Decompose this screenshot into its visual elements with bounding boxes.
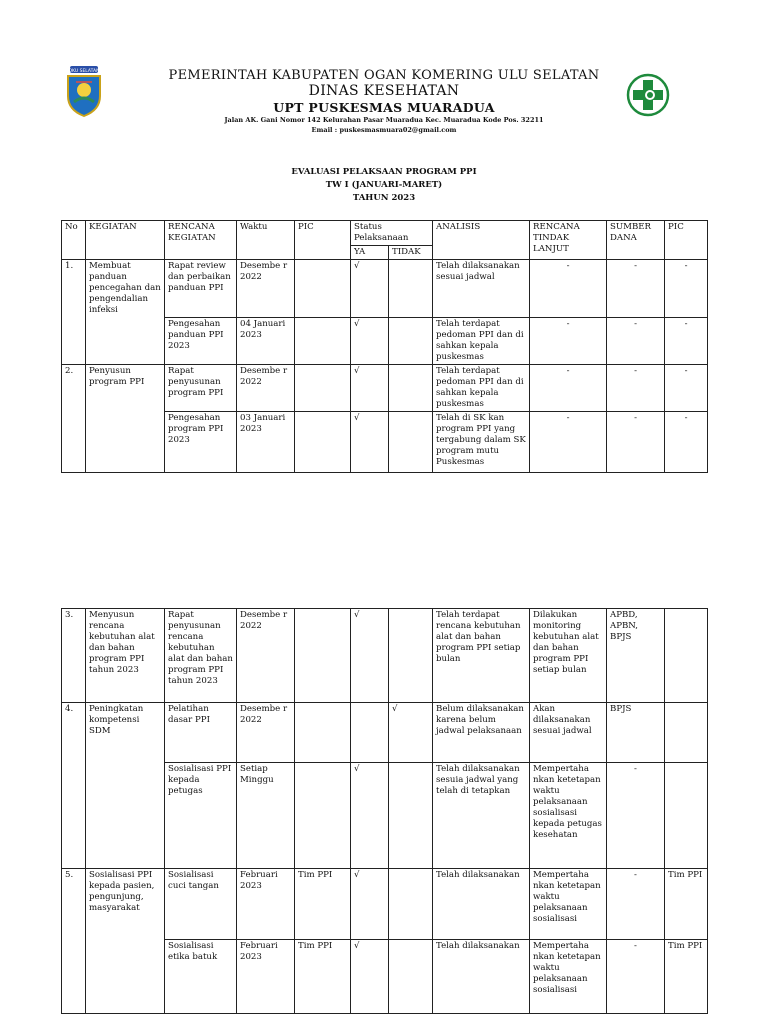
- row-pic: [295, 703, 351, 763]
- row-analisis: Telah dilaksanakan: [433, 940, 530, 1014]
- row-analisis: Telah dilaksanakan: [433, 869, 530, 940]
- header-no: No: [62, 221, 86, 260]
- row-no: 2.: [62, 365, 86, 473]
- row-rencana: Pengesahan panduan PPI 2023: [165, 318, 237, 365]
- emblem-text: OKU SELATAN: [68, 69, 100, 74]
- row-rencana: Pelatihan dasar PPI: [165, 703, 237, 763]
- row-rencana: Sosialisasi cuci tangan: [165, 869, 237, 940]
- row-waktu: Februari 2023: [237, 869, 295, 940]
- table-row: [62, 365, 708, 412]
- row-pic-2: -: [665, 318, 708, 365]
- row-rtl: -: [530, 365, 607, 412]
- header-puskesmas: UPT PUSKESMAS MUARADUA: [273, 100, 495, 115]
- row-ya: √: [351, 869, 389, 940]
- row-tidak: [389, 260, 433, 318]
- header-kegiatan: KEGIATAN: [86, 221, 165, 260]
- table-row: [62, 260, 708, 318]
- row-pic-2: -: [665, 365, 708, 412]
- row-ya: [351, 703, 389, 763]
- header-rencana-tindak-lanjut: RENCANA TINDAK LANJUT: [530, 221, 607, 260]
- row-pic-2: [665, 703, 708, 763]
- row-no: 4.: [62, 703, 86, 869]
- row-rtl: Dilakukan monitoring kebutuhan alat dan bahan program PPI setiap bulan: [530, 609, 607, 703]
- header-email: Email : puskesmasmuara02@gmail.com: [311, 126, 457, 134]
- row-rencana: Rapat review dan perbaikan panduan PPI: [165, 260, 237, 318]
- evaluation-table-1: [61, 220, 708, 473]
- row-ya: √: [351, 412, 389, 473]
- header-government: PEMERINTAH KABUPATEN OGAN KOMERING ULU SELATAN: [168, 68, 600, 83]
- row-pic-2: Tim PPI: [665, 869, 708, 940]
- row-analisis: Telah dilaksanakan sesuia jadwal yang telah di tetapkan: [433, 763, 530, 869]
- row-dana: -: [607, 260, 665, 318]
- row-ya: √: [351, 609, 389, 703]
- row-waktu: 03 Januari 2023: [237, 412, 295, 473]
- header-department: DINAS KESEHATAN: [308, 83, 460, 99]
- row-rtl: -: [530, 412, 607, 473]
- row-tidak: [389, 869, 433, 940]
- row-tidak: [389, 412, 433, 473]
- row-no: 3.: [62, 609, 86, 703]
- header-pic: PIC: [295, 221, 351, 260]
- row-rencana: Pengesahan program PPI 2023: [165, 412, 237, 473]
- table-row: [62, 869, 708, 940]
- row-ya: √: [351, 365, 389, 412]
- row-rtl: -: [530, 260, 607, 318]
- row-pic: [295, 318, 351, 365]
- doc-title: EVALUASI PELAKSAAN PROGRAM PPI: [291, 167, 477, 177]
- table-header-row: [62, 221, 708, 246]
- row-ya: √: [351, 763, 389, 869]
- row-ya: √: [351, 318, 389, 365]
- row-waktu: Desembe r 2022: [237, 703, 295, 763]
- row-tidak: √: [389, 703, 433, 763]
- header-rencana-kegiatan: RENCANA KEGIATAN: [165, 221, 237, 260]
- row-rencana: Sosialisasi PPI kepada petugas: [165, 763, 237, 869]
- header-tidak: TIDAK: [389, 246, 433, 260]
- row-kegiatan: Sosialisasi PPI kepada pasien, pengunjung, masyarakat: [86, 869, 165, 1014]
- row-waktu: Desembe r 2022: [237, 609, 295, 703]
- row-waktu: Februari 2023: [237, 940, 295, 1014]
- header-analisis: ANALISIS: [433, 221, 530, 260]
- row-dana: APBD, APBN, BPJS: [607, 609, 665, 703]
- row-pic-2: [665, 609, 708, 703]
- row-analisis: Telah terdapat pedoman PPI dan di sahkan kepala puskesmas: [433, 318, 530, 365]
- row-analisis: Telah dilaksanakan sesuai jadwal: [433, 260, 530, 318]
- doc-subtitle: TW I (JANUARI-MARET): [325, 180, 443, 190]
- table-row: [62, 703, 708, 763]
- row-pic: [295, 412, 351, 473]
- header-address: Jalan AK. Gani Nomor 142 Kelurahan Pasar Muaradua Kec. Muaradua Kode Pos. 32211: [224, 116, 544, 124]
- row-tidak: [389, 940, 433, 1014]
- row-dana: -: [607, 412, 665, 473]
- row-dana: BPJS: [607, 703, 665, 763]
- table-row: [62, 609, 708, 703]
- row-tidak: [389, 318, 433, 365]
- row-waktu: 04 Januari 2023: [237, 318, 295, 365]
- row-pic: [295, 609, 351, 703]
- row-pic: [295, 763, 351, 869]
- row-dana: -: [607, 318, 665, 365]
- row-pic-2: [665, 763, 708, 869]
- row-analisis: Telah terdapat rencana kebutuhan alat dan bahan program PPI setiap bulan: [433, 609, 530, 703]
- row-rtl: -: [530, 318, 607, 365]
- doc-year: TAHUN 2023: [352, 193, 416, 203]
- row-dana: -: [607, 365, 665, 412]
- row-rtl: Mempertaha nkan ketetapan waktu pelaksanaan sosialisasi: [530, 940, 607, 1014]
- row-tidak: [389, 609, 433, 703]
- row-pic: [295, 260, 351, 318]
- row-kegiatan: Penyusun program PPI: [86, 365, 165, 473]
- row-dana: -: [607, 869, 665, 940]
- row-analisis: Telah terdapat pedoman PPI dan di sahkan kepala puskesmas: [433, 365, 530, 412]
- row-dana: -: [607, 940, 665, 1014]
- row-rencana: Sosialisasi etika batuk: [165, 940, 237, 1014]
- row-waktu: Desembe r 2022: [237, 260, 295, 318]
- row-tidak: [389, 365, 433, 412]
- row-rencana: Rapat penyusunan program PPI: [165, 365, 237, 412]
- row-ya: √: [351, 260, 389, 318]
- row-kegiatan: Peningkatan kompetensi SDM: [86, 703, 165, 869]
- evaluation-table-2: [61, 608, 708, 1014]
- header-ya: YA: [351, 246, 389, 260]
- header-pic-2: PIC: [665, 221, 708, 260]
- row-pic: [295, 365, 351, 412]
- row-pic: Tim PPI: [295, 940, 351, 1014]
- row-rtl: Akan dilaksanakan sesuai jadwal: [530, 703, 607, 763]
- header-status: Status Pelaksanaan: [351, 221, 433, 246]
- row-waktu: Setiap Minggu: [237, 763, 295, 869]
- row-ya: √: [351, 940, 389, 1014]
- row-pic: Tim PPI: [295, 869, 351, 940]
- row-rtl: Mempertaha nkan ketetapan waktu pelaksanaan sosialisasi kepada petugas kesehatan: [530, 763, 607, 869]
- row-tidak: [389, 763, 433, 869]
- row-no: 1.: [62, 260, 86, 365]
- row-rtl: Mempertaha nkan ketetapan waktu pelaksanaan sosialisasi: [530, 869, 607, 940]
- row-pic-2: Tim PPI: [665, 940, 708, 1014]
- row-waktu: Desembe r 2022: [237, 365, 295, 412]
- header-sumber-dana: SUMBER DANA: [607, 221, 665, 260]
- row-dana: -: [607, 763, 665, 869]
- row-pic-2: -: [665, 260, 708, 318]
- row-no: 5.: [62, 869, 86, 1014]
- row-pic-2: -: [665, 412, 708, 473]
- row-analisis: Telah di SK kan program PPI yang tergabung dalam SK program mutu Puskesmas: [433, 412, 530, 473]
- row-analisis: Belum dilaksanakan karena belum jadwal pelaksanaan: [433, 703, 530, 763]
- row-kegiatan: Menyusun rencana kebutuhan alat dan bahan program PPI tahun 2023: [86, 609, 165, 703]
- row-kegiatan: Membuat panduan pencegahan dan pengendalian infeksi: [86, 260, 165, 365]
- header-waktu: Waktu: [237, 221, 295, 260]
- row-rencana: Rapat penyusunan rencana kebutuhan alat dan bahan program PPI tahun 2023: [165, 609, 237, 703]
